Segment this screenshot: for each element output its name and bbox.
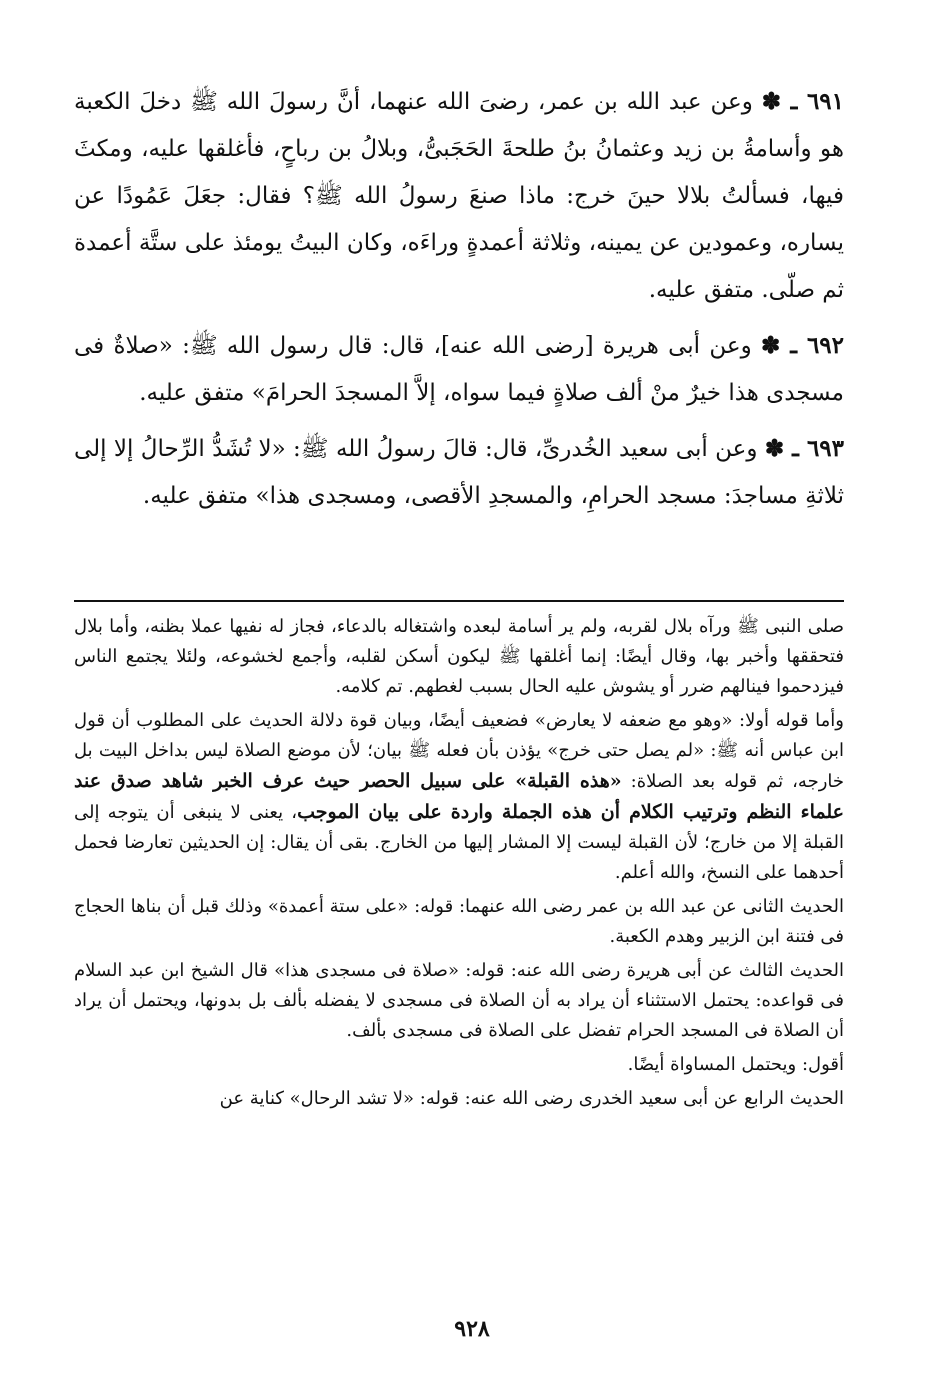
footnote-text: ، يعنى لا ينبغى أن يتوجه إلى القبلة إلا من خارج؛ لأن القبلة ليست إلا المشار إليها من الخارج. بقى أن يقال: إن الحديثين تعارضا فحمل أحدهما على النسخ، والله أعلم. bbox=[74, 802, 844, 883]
footnote-paragraph bbox=[74, 892, 844, 952]
footnote-divider bbox=[74, 600, 844, 602]
hadith-692 bbox=[74, 322, 844, 417]
footnote-text: الحديث الرابع عن أبى سعيد الخدرى رضى الله عنه: قوله: «لا تشد الرحال» كناية عن bbox=[219, 1088, 844, 1109]
hadith-number: ٦٩٣ ـ ✽ bbox=[764, 435, 844, 462]
footnote-bold-text: «هذه القبلة» على سبيل الحصر حيث عرف الخبر شاهد صدق عند علماء النظم وترتيب الكلام أن هذه الجملة واردة على بيان الموجب bbox=[74, 770, 844, 823]
hadith-691 bbox=[74, 78, 844, 314]
footnote-text: أقول: ويحتمل المساواة أيضًا. bbox=[627, 1054, 844, 1075]
footnote-text: الحديث الثانى عن عبد الله بن عمر رضى الله عنهما: قوله: «على ستة أعمدة» وذلك قبل أن بناها الحجاج فى فتنة ابن الزبير وهدم الكعبة. bbox=[74, 896, 844, 947]
hadith-text: وعن أبى سعيد الخُدرىِّ، قال: قالَ رسولُ الله ﷺ: «لا تُشَدُّ الرِّحالُ إلا إلى ثلاثةِ مساجدَ: مسجد الحرامِ، والمسجدِ الأقصى، ومسجدى هذا» متفق عليه. bbox=[74, 436, 844, 509]
page-number: ٩٢٨ bbox=[454, 1316, 490, 1342]
footnote-text: وأما قوله أولا: «وهو مع ضعفه لا يعارض» فضعيف أيضًا، وبيان قوة دلالة الحديث على المطلوب أن قول ابن عباس أنه ﷺ: «لم يصل حتى خرج» يؤذن بأن فعله ﷺ بيان؛ لأن موضع الصلاة ليس بداخل البيت بل خارجه، ثم قوله بعد الصلاة: bbox=[74, 710, 844, 792]
footnote-paragraph bbox=[74, 1050, 844, 1080]
footnotes bbox=[74, 612, 844, 1118]
footnote-text: الحديث الثالث عن أبى هريرة رضى الله عنه: قوله: «صلاة فى مسجدى هذا» قال الشيخ ابن عبد السلام فى قواعده: يحتمل الاستثناء أن يراد به أن الصلاة فى مسجدى لا يفضله بألف بل بدونها، ويحتمل أن يراد أن الصلاة فى المسجد الحرام تفضل على الصلاة فى مسجدى بألف. bbox=[74, 960, 844, 1041]
hadith-text: وعن عبد الله بن عمر، رضىَ الله عنهما، أنَّ رسولَ الله ﷺ دخلَ الكعبة هو وأسامةُ بن زيد وعثمانُ بنُ طلحةَ الحَجَبىُّ، وبلالُ بن رباحٍ، فأغلقها عليه، ومكثَ فيها، فسألتُ بلالا حينَ خرج: ماذا صنعَ رسولُ الله ﷺ؟ فقال: جعَلَ عَمُودًا عن يساره، وعمودين عن يمينه، وثلاثة أعمدةٍ وراءَه، وكان البيتُ يومئذ على ستَّة أعمدة ثم صلّى. متفق عليه. bbox=[74, 89, 844, 303]
hadith-number: ٦٩١ ـ ✽ bbox=[761, 88, 845, 115]
main-text bbox=[74, 78, 844, 528]
footnote-paragraph bbox=[74, 1084, 844, 1114]
hadith-text: وعن أبى هريرة [رضى الله عنه]، قال: قال رسول الله ﷺ: «صلاةٌ فى مسجدى هذا خيرٌ منْ ألف صلاةٍ فيما سواه، إلاَّ المسجدَ الحرامَ» متفق عليه. bbox=[74, 333, 844, 406]
footnote-paragraph bbox=[74, 612, 844, 702]
hadith-693 bbox=[74, 425, 844, 520]
footnote-text: صلى النبى ﷺ ورآه بلال لقربه، ولم ير أسامة لبعده واشتغاله بالدعاء، فجاز له نفيها عملا بظنه، وأما بلال فتحققها وأخبر بها، وقال أيضًا: إنما أغلقها ﷺ ليكون أسكن لقلبه، وأجمع لخشوعه، ولئلا يجتمع الناس فيزدحموا فينالهم ضرر أو يشوش عليه الحال بسبب لغطهم. تم كلامه. bbox=[74, 616, 844, 697]
footnote-paragraph bbox=[74, 706, 844, 888]
hadith-number: ٦٩٢ ـ ✽ bbox=[760, 332, 844, 359]
footnote-paragraph bbox=[74, 956, 844, 1046]
